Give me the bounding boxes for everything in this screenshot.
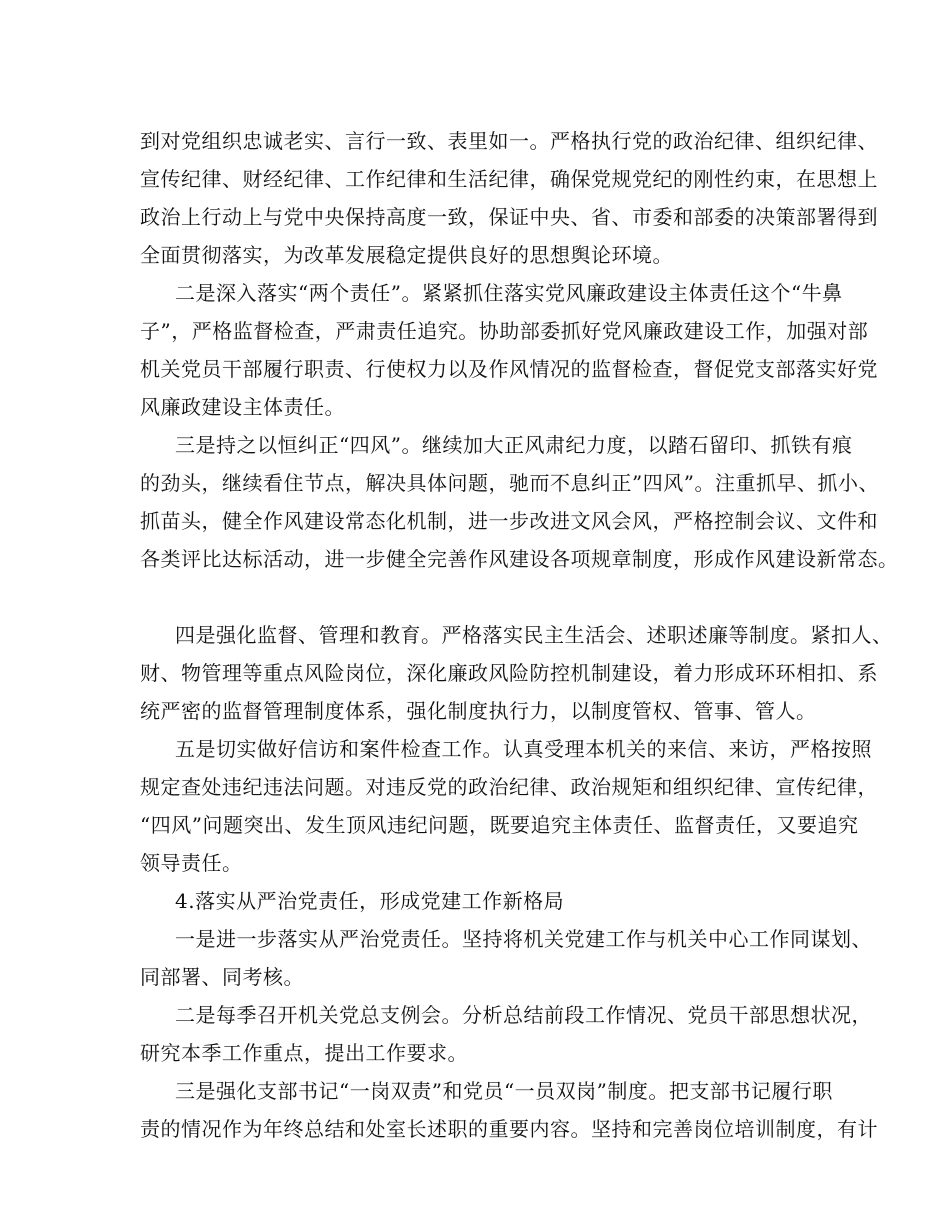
paragraph-start-line: 二是每季召开机关党总支例会。分析总结前段工作情况、党员干部思想状况，	[175, 1003, 872, 1027]
paragraph-start-line: 四是强化监督、管理和教育。严格落实民主生活会、述职述廉等制度。紧扣人、	[175, 623, 893, 647]
paragraph-start-line: 一是进一步落实从严治党责任。坚持将机关党建工作与机关中心工作同谋划、	[175, 927, 872, 951]
text-line: 各类评比达标活动，进一步健全完善作风建设各项规章制度，形成作风建设新常态。	[140, 547, 899, 571]
text-line: 抓苗头，健全作风建设常态化机制，进一步改进文风会风，严格控制会议、文件和	[140, 509, 878, 533]
section-heading: 4.落实从严治党责任，形成党建工作新格局	[175, 889, 565, 913]
text-line: 规定查处违纪违法问题。对违反党的政治纪律、政治规矩和组织纪律、宣传纪律，	[140, 775, 878, 799]
text-line: 机关党员干部履行职责、行使权力以及作风情况的监督检查，督促党支部落实好党	[140, 357, 878, 381]
text-line: 责的情况作为年终总结和处室长述职的重要内容。坚持和完善岗位培训制度，有计	[140, 1117, 878, 1141]
paragraph-start-line: 二是深入落实“两个责任”。紧紧抓住落实党风廉政建设主体责任这个“牛鼻	[175, 281, 843, 305]
paragraph-start-line: 三是持之以恒纠正“四风”。继续加大正风肃纪力度，以踏石留印、抓铁有痕	[175, 433, 853, 457]
text-line: 宣传纪律、财经纪律、工作纪律和生活纪律，确保党规党纪的刚性约束，在思想上	[140, 167, 878, 191]
text-line: 统严密的监督管理制度体系，强化制度执行力，以制度管权、管事、管人。	[140, 699, 817, 723]
text-line: 研究本季工作重点，提出工作要求。	[140, 1041, 468, 1065]
text-line: 风廉政建设主体责任。	[140, 395, 345, 419]
text-line: 财、物管理等重点风险岗位，深化廉政风险防控机制建设，着力形成环环相扣、系	[140, 661, 878, 685]
text-line: 到对党组织忠诚老实、言行一致、表里如一。严格执行党的政治纪律、组织纪律、	[140, 129, 878, 153]
text-line: 领导责任。	[140, 851, 243, 875]
paragraph-start-line: 三是强化支部书记“一岗双责”和党员“一员双岗”制度。把支部书记履行职	[175, 1079, 833, 1103]
text-line: “四风”问题突出、发生顶风违纪问题，既要追究主体责任、监督责任，又要追究	[140, 813, 859, 837]
text-line: 同部署、同考核。	[140, 965, 304, 989]
text-line: 的劲头，继续看住节点，解决具体问题，驰而不息纠正”四风”。注重抓早、抓小、	[140, 471, 879, 495]
text-line: 子”，严格监督检查，严肃责任追究。协助部委抓好党风廉政建设工作，加强对部	[140, 319, 869, 343]
paragraph-start-line: 五是切实做好信访和案件检查工作。认真受理本机关的来信、来访，严格按照	[175, 737, 872, 761]
text-line: 政治上行动上与党中央保持高度一致，保证中央、省、市委和部委的决策部署得到	[140, 205, 878, 229]
text-line: 全面贯彻落实，为改革发展稳定提供良好的思想舆论环境。	[140, 243, 673, 267]
